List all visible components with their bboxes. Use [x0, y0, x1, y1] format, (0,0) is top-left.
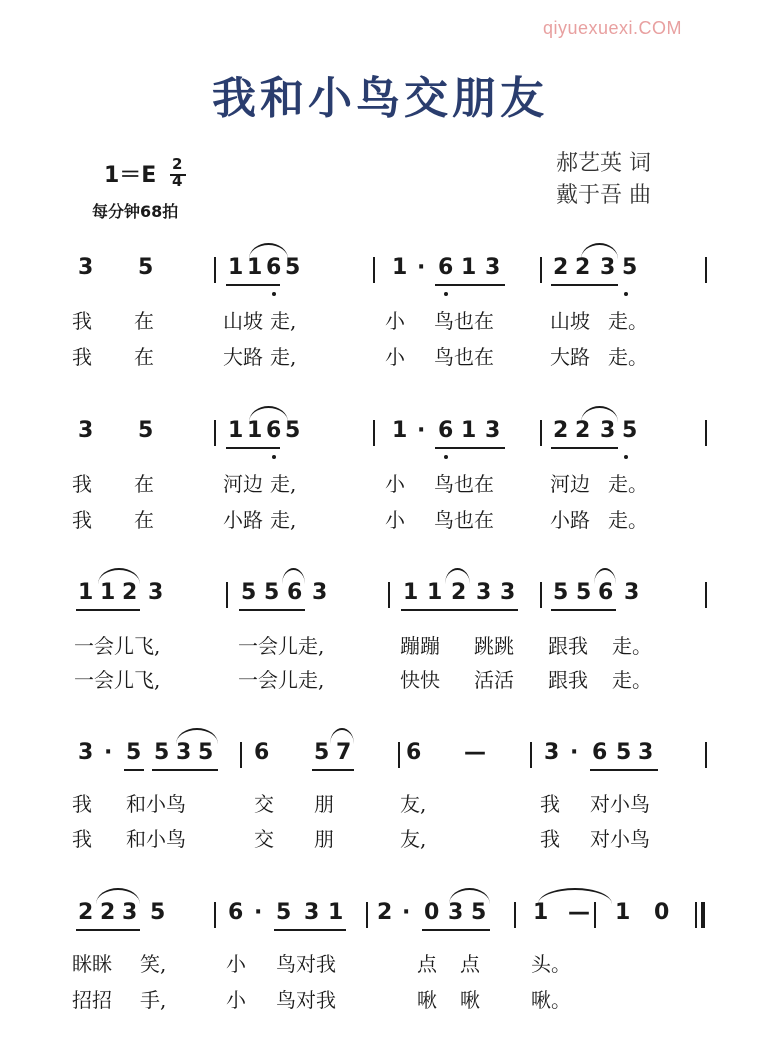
note: 5 — [126, 740, 142, 765]
slur — [449, 888, 490, 904]
beam-underline — [226, 447, 280, 449]
note: 5 — [314, 740, 330, 765]
note: 1 — [247, 418, 263, 443]
note: 1 — [328, 900, 344, 925]
lyric-verse-1: 友, — [400, 792, 427, 816]
lyric-verse-1: 我 — [72, 309, 92, 333]
note: 1 — [403, 580, 419, 605]
note: 3 — [600, 255, 616, 280]
note: 2 — [122, 580, 138, 605]
bar-line — [214, 257, 216, 283]
note: 1 — [392, 255, 408, 280]
lyric-verse-2: 一会儿飞, — [74, 668, 161, 692]
lyric-verse-1: 眯眯 — [72, 952, 112, 976]
lyric-verse-2: 小 — [226, 988, 246, 1012]
beam-underline — [401, 609, 518, 611]
bar-line — [705, 420, 707, 446]
bar-line — [594, 902, 596, 928]
time-numerator: 2 — [172, 155, 183, 173]
note: 3 — [78, 740, 94, 765]
note: 3 — [638, 740, 654, 765]
beam-underline — [274, 929, 346, 931]
lyric-verse-1: 朋 — [314, 792, 334, 816]
low-octave-dot — [624, 292, 628, 296]
lyric-verse-1: 河边 — [550, 472, 590, 496]
low-octave-dot — [444, 292, 448, 296]
slur — [581, 243, 618, 259]
lyric-verse-1: 小 — [385, 309, 405, 333]
lyric-verse-2: 鸟对我 — [276, 988, 336, 1012]
lyric-verse-2: 走。 — [612, 668, 652, 692]
note: 5 — [576, 580, 592, 605]
note: 1 — [427, 580, 443, 605]
note: 1 — [615, 900, 631, 925]
note: 6 — [266, 418, 282, 443]
watermark: qiyuexuexi.COM — [543, 18, 683, 38]
beam-underline — [76, 929, 140, 931]
lyric-verse-1: 我 — [72, 472, 92, 496]
note: · — [417, 255, 426, 280]
bar-line — [388, 582, 390, 608]
slur — [282, 568, 305, 584]
note: 3 — [312, 580, 328, 605]
lyric-verse-1: 小 — [385, 472, 405, 496]
time-denominator: 4 — [172, 172, 183, 190]
note: 1 — [461, 255, 477, 280]
note: 5 — [264, 580, 280, 605]
note: 5 — [285, 418, 301, 443]
beam-underline — [152, 769, 218, 771]
note: 1 — [228, 418, 244, 443]
lyric-verse-1: 在 — [134, 309, 154, 333]
lyric-verse-1: 头。 — [531, 952, 571, 976]
lyric-verse-2: 交 — [254, 827, 274, 851]
note: — — [464, 740, 486, 765]
note: 6 — [598, 580, 614, 605]
note: 3 — [78, 418, 94, 443]
lyric-verse-2: 友, — [400, 827, 427, 851]
note: 5 — [241, 580, 257, 605]
note: · — [254, 900, 263, 925]
lyric-verse-1: 跟我 — [548, 634, 588, 658]
note: 6 — [438, 418, 454, 443]
lyric-verse-2: 对小鸟 — [590, 827, 650, 851]
bar-line — [226, 582, 228, 608]
note: 1 — [247, 255, 263, 280]
lyric-verse-2: 在 — [134, 345, 154, 369]
lyric-verse-2: 活活 — [474, 668, 514, 692]
slur — [249, 243, 288, 259]
note: 2 — [575, 418, 591, 443]
note: 5 — [285, 255, 301, 280]
note: 2 — [451, 580, 467, 605]
bar-line — [695, 902, 697, 928]
low-octave-dot — [272, 292, 276, 296]
note: 2 — [100, 900, 116, 925]
low-octave-dot — [624, 455, 628, 459]
note: 3 — [176, 740, 192, 765]
lyric-verse-1: 一会儿走, — [238, 634, 325, 658]
note: 3 — [122, 900, 138, 925]
note: 5 — [138, 255, 154, 280]
beam-underline — [76, 609, 140, 611]
note: 5 — [622, 255, 638, 280]
note: 6 — [438, 255, 454, 280]
bar-line — [240, 742, 242, 768]
bar-line — [214, 420, 216, 446]
lyric-verse-1: 山坡 — [223, 309, 263, 333]
beam-underline — [124, 769, 144, 771]
song-title: 我和小鸟交朋友 — [212, 73, 548, 124]
note: 6 — [287, 580, 303, 605]
lyric-verse-1: 和小鸟 — [126, 792, 186, 816]
note: · — [104, 740, 113, 765]
lyric-verse-1: 走。 — [612, 634, 652, 658]
key-text: 1＝E — [104, 163, 157, 188]
lyric-verse-2: 我 — [72, 345, 92, 369]
tempo-marking: 每分钟68拍 — [92, 202, 179, 221]
beam-underline — [312, 769, 354, 771]
note: 1 — [228, 255, 244, 280]
lyric-verse-2: 走。 — [608, 345, 648, 369]
lyric-verse-2: 我 — [540, 827, 560, 851]
note: 5 — [622, 418, 638, 443]
note: 6 — [254, 740, 270, 765]
note: 3 — [78, 255, 94, 280]
note: 3 — [485, 255, 501, 280]
bar-line — [705, 582, 707, 608]
note: 5 — [276, 900, 292, 925]
lyric-verse-2: 小 — [385, 508, 405, 532]
note: 3 — [485, 418, 501, 443]
note: 1 — [533, 900, 549, 925]
note: 3 — [500, 580, 516, 605]
lyric-verse-1: 在 — [134, 472, 154, 496]
slur — [581, 406, 618, 422]
lyric-verse-2: 手, — [140, 988, 167, 1012]
beam-underline — [551, 284, 618, 286]
bar-line — [705, 257, 707, 283]
note: 3 — [304, 900, 320, 925]
lyric-verse-2: 走。 — [608, 508, 648, 532]
note: 3 — [448, 900, 464, 925]
note: 6 — [266, 255, 282, 280]
note: 2 — [553, 255, 569, 280]
note: 5 — [138, 418, 154, 443]
slur — [445, 568, 470, 584]
lyric-verse-2: 小 — [385, 345, 405, 369]
slur — [176, 728, 218, 744]
lyric-verse-1: 鸟对我 — [276, 952, 336, 976]
lyric-verse-2: 啾 — [460, 988, 480, 1012]
lyric-verse-2: 在 — [134, 508, 154, 532]
slur — [98, 568, 140, 584]
note: — — [568, 900, 590, 925]
beam-underline — [435, 447, 505, 449]
lyric-verse-1: 交 — [254, 792, 274, 816]
lyric-verse-1: 一会儿飞, — [74, 634, 161, 658]
lyric-verse-2: 大路 — [223, 345, 263, 369]
note: 6 — [592, 740, 608, 765]
bar-line — [366, 902, 368, 928]
lyric-verse-1: 走。 — [608, 472, 648, 496]
lyric-verse-1: 点 — [417, 952, 437, 976]
bar-line — [540, 420, 542, 446]
bar-line — [373, 257, 375, 283]
note: 0 — [424, 900, 440, 925]
note: 5 — [616, 740, 632, 765]
note: 2 — [377, 900, 393, 925]
note: 3 — [148, 580, 164, 605]
note: 5 — [198, 740, 214, 765]
lyric-verse-1: 走, — [270, 309, 297, 333]
slur — [330, 728, 354, 744]
beam-underline — [239, 609, 305, 611]
bar-line — [214, 902, 216, 928]
note: · — [402, 900, 411, 925]
bar-line — [540, 582, 542, 608]
note: 5 — [154, 740, 170, 765]
lyric-verse-2: 鸟也在 — [434, 345, 494, 369]
lyric-verse-1: 我 — [540, 792, 560, 816]
lyric-verse-2: 朋 — [314, 827, 334, 851]
lyric-verse-2: 大路 — [550, 345, 590, 369]
note: 2 — [575, 255, 591, 280]
beam-underline — [551, 447, 618, 449]
beam-underline — [590, 769, 658, 771]
composer-credit: 戴于吾 曲 — [556, 183, 651, 208]
lyric-verse-2: 和小鸟 — [126, 827, 186, 851]
note: 5 — [150, 900, 166, 925]
note: 5 — [553, 580, 569, 605]
lyric-verse-1: 走。 — [608, 309, 648, 333]
note: 5 — [471, 900, 487, 925]
lyric-verse-2: 我 — [72, 508, 92, 532]
note: 3 — [624, 580, 640, 605]
lyric-verse-2: 跟我 — [548, 668, 588, 692]
beam-underline — [226, 284, 280, 286]
note: 2 — [553, 418, 569, 443]
note: 7 — [336, 740, 352, 765]
lyric-verse-2: 走, — [270, 345, 297, 369]
note: 3 — [600, 418, 616, 443]
bar-line — [540, 257, 542, 283]
note: 2 — [78, 900, 94, 925]
key-signature — [104, 155, 190, 190]
lyric-verse-2: 啾 — [417, 988, 437, 1012]
low-octave-dot — [272, 455, 276, 459]
note: 3 — [544, 740, 560, 765]
lyric-verse-1: 我 — [72, 792, 92, 816]
lyric-verse-1: 跳跳 — [474, 634, 514, 658]
slur — [249, 406, 288, 422]
lyric-verse-1: 点 — [460, 952, 480, 976]
note: · — [417, 418, 426, 443]
bar-line — [705, 742, 707, 768]
bar-line — [373, 420, 375, 446]
beam-underline — [551, 609, 616, 611]
lyric-verse-2: 快快 — [400, 668, 440, 692]
note: 6 — [406, 740, 422, 765]
lyric-verse-1: 走, — [270, 472, 297, 496]
note: 1 — [392, 418, 408, 443]
lyric-verse-1: 对小鸟 — [590, 792, 650, 816]
lyric-verse-1: 蹦蹦 — [400, 634, 440, 658]
lyric-verse-2: 一会儿走, — [238, 668, 325, 692]
lyric-verse-2: 鸟也在 — [434, 508, 494, 532]
lyric-verse-1: 鸟也在 — [434, 309, 494, 333]
note: 3 — [476, 580, 492, 605]
lyric-verse-2: 招招 — [72, 988, 112, 1012]
note: 0 — [654, 900, 670, 925]
note: 1 — [461, 418, 477, 443]
beam-underline — [422, 929, 490, 931]
lyric-verse-2: 小路 — [223, 508, 263, 532]
note: · — [570, 740, 579, 765]
final-bar-line — [701, 902, 705, 928]
lyric-verse-2: 我 — [72, 827, 92, 851]
note: 1 — [100, 580, 116, 605]
lyric-verse-1: 鸟也在 — [434, 472, 494, 496]
slur — [594, 568, 616, 584]
slur — [538, 888, 612, 904]
bar-line — [398, 742, 400, 768]
lyric-verse-2: 小路 — [550, 508, 590, 532]
lyric-verse-1: 笑, — [140, 952, 167, 976]
lyric-verse-2: 啾。 — [531, 988, 571, 1012]
bar-line — [530, 742, 532, 768]
slur — [96, 888, 140, 904]
beam-underline — [435, 284, 505, 286]
lyricist-credit: 郝艺英 词 — [556, 151, 651, 176]
lyric-verse-1: 河边 — [223, 472, 263, 496]
note: 6 — [228, 900, 244, 925]
lyric-verse-2: 走, — [270, 508, 297, 532]
bar-line — [514, 902, 516, 928]
lyric-verse-1: 小 — [226, 952, 246, 976]
time-signature — [170, 155, 190, 190]
note: 1 — [78, 580, 94, 605]
lyric-verse-1: 山坡 — [550, 309, 590, 333]
low-octave-dot — [444, 455, 448, 459]
